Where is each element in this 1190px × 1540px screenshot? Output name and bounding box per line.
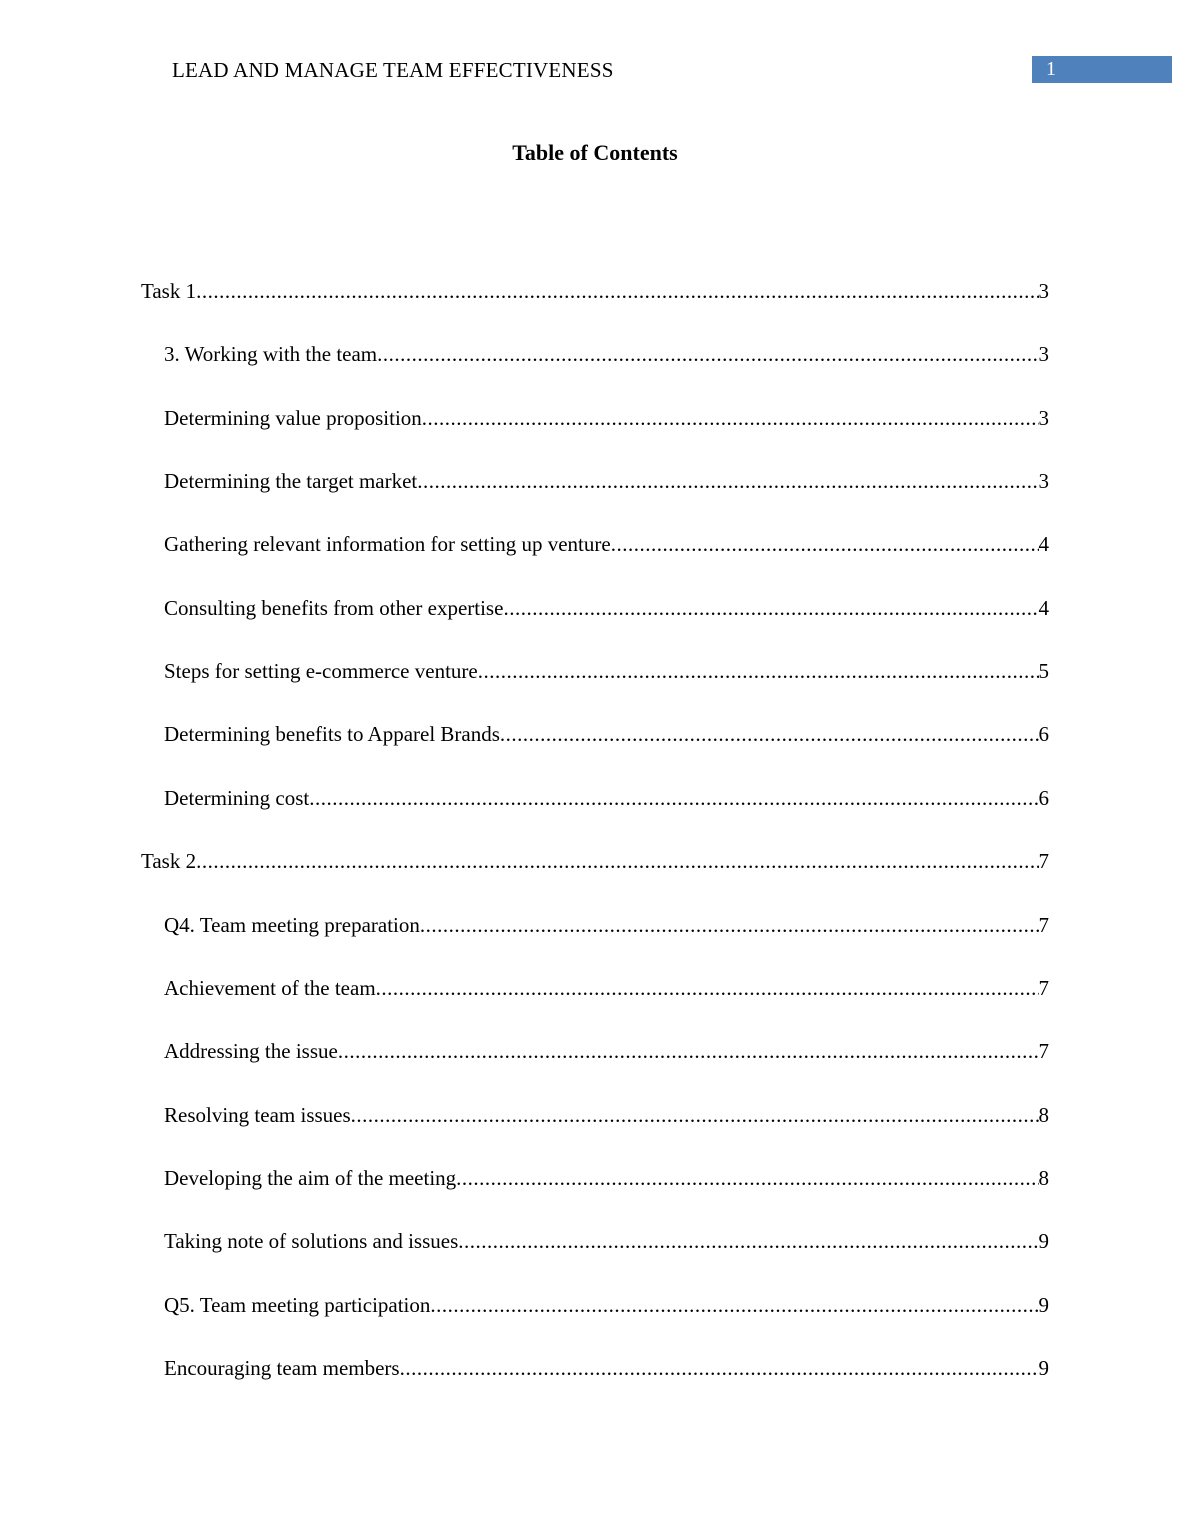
toc-entry-page-number: 7 [1038,912,1049,937]
toc-dot-leader [500,720,1039,748]
toc-entry-page-number: 7 [1038,849,1049,874]
toc-entry-section[interactable] [164,530,1049,558]
toc-entry-label: Determining cost [164,785,310,810]
toc-dot-leader [478,657,1039,685]
toc-entry-section[interactable] [164,404,1049,432]
page-number: 1 [1046,58,1056,80]
toc-entry-section[interactable] [164,467,1049,495]
toc-entry-label: Determining benefits to Apparel Brands [164,722,500,747]
toc-dot-leader [420,911,1039,939]
toc-entry-label: Encouraging team members [164,1355,400,1380]
toc-entry-page-number: 3 [1038,469,1049,494]
toc-dot-leader [503,594,1038,622]
toc-dot-leader [377,340,1038,368]
toc-entry-section[interactable] [164,720,1049,748]
toc-entry-section[interactable] [164,340,1049,368]
toc-entry-page-number: 9 [1038,1229,1049,1254]
toc-dot-leader [430,1291,1038,1319]
toc-entry-section[interactable] [164,974,1049,1002]
toc-entry-page-number: 9 [1038,1355,1049,1380]
toc-entry-label: Steps for setting e-commerce venture [164,659,478,684]
toc-entry-page-number: 5 [1038,659,1049,684]
toc-dot-leader [309,784,1038,812]
toc-entry-label: Developing the aim of the meeting [164,1165,457,1190]
toc-entry-page-number: 3 [1038,279,1049,303]
toc-entry-label: Determining value proposition [164,405,422,430]
toc-entry-page-number: 6 [1038,785,1049,810]
toc-entry-label: Consulting benefits from other expertise [164,595,504,620]
toc-entry-section[interactable] [164,784,1049,812]
toc-entry-section[interactable] [164,657,1049,685]
toc-entry-task[interactable] [141,847,1049,875]
toc-entry-section[interactable] [164,1037,1049,1065]
toc-entry-page-number: 7 [1038,1039,1049,1064]
toc-entry-section[interactable] [164,1101,1049,1129]
toc-entry-label: Achievement of the team [164,975,376,1000]
toc-dot-leader [422,404,1039,432]
toc-dot-leader [611,530,1039,558]
toc-entry-label: Task 1 [141,279,197,303]
toc-entry-page-number: 8 [1038,1165,1049,1190]
toc-entry-label: 3. Working with the team [164,342,378,367]
toc-heading: Table of Contents [512,140,678,165]
toc-entry-page-number: 4 [1038,595,1049,620]
toc-entry-page-number: 7 [1038,975,1049,1000]
toc-dot-leader [456,1164,1038,1192]
toc-entry-label: Q5. Team meeting participation [164,1292,431,1317]
toc-entry-section[interactable] [164,1164,1049,1192]
toc-entry-section[interactable] [164,1291,1049,1319]
toc-dot-leader [196,277,1038,305]
toc-entry-page-number: 8 [1038,1102,1049,1127]
toc-entry-section[interactable] [164,911,1049,939]
toc-entry-label: Gathering relevant information for setting up venture [164,532,611,557]
toc-entry-section[interactable] [164,1227,1049,1255]
toc-dot-leader [196,847,1038,875]
toc-dot-leader [376,974,1039,1002]
toc-entry-label: Addressing the issue [164,1039,338,1064]
toc-entry-page-number: 3 [1038,405,1049,430]
toc-entry-task[interactable] [141,277,1049,305]
toc-entry-label: Taking note of solutions and issues [164,1229,459,1254]
toc-dot-leader [338,1037,1039,1065]
toc-dot-leader [458,1227,1038,1255]
toc-entry-label: Determining the target market [164,469,418,494]
toc-entry-page-number: 4 [1038,532,1049,557]
page-number-badge [1032,56,1172,83]
toc-entry-label: Q4. Team meeting preparation [164,912,420,937]
toc-dot-leader [400,1354,1039,1382]
toc-entry-page-number: 6 [1038,722,1049,747]
toc-entry-page-number: 9 [1038,1292,1049,1317]
toc-entry-label: Task 2 [141,849,197,874]
toc-entry-label: Resolving team issues [164,1102,351,1127]
running-header-title: LEAD AND MANAGE TEAM EFFECTIVENESS [172,58,614,82]
toc-entry-section[interactable] [164,594,1049,622]
toc-dot-leader [417,467,1038,495]
toc-entry-section[interactable] [164,1354,1049,1382]
toc-dot-leader [351,1101,1039,1129]
toc-entry-page-number: 3 [1038,342,1049,367]
